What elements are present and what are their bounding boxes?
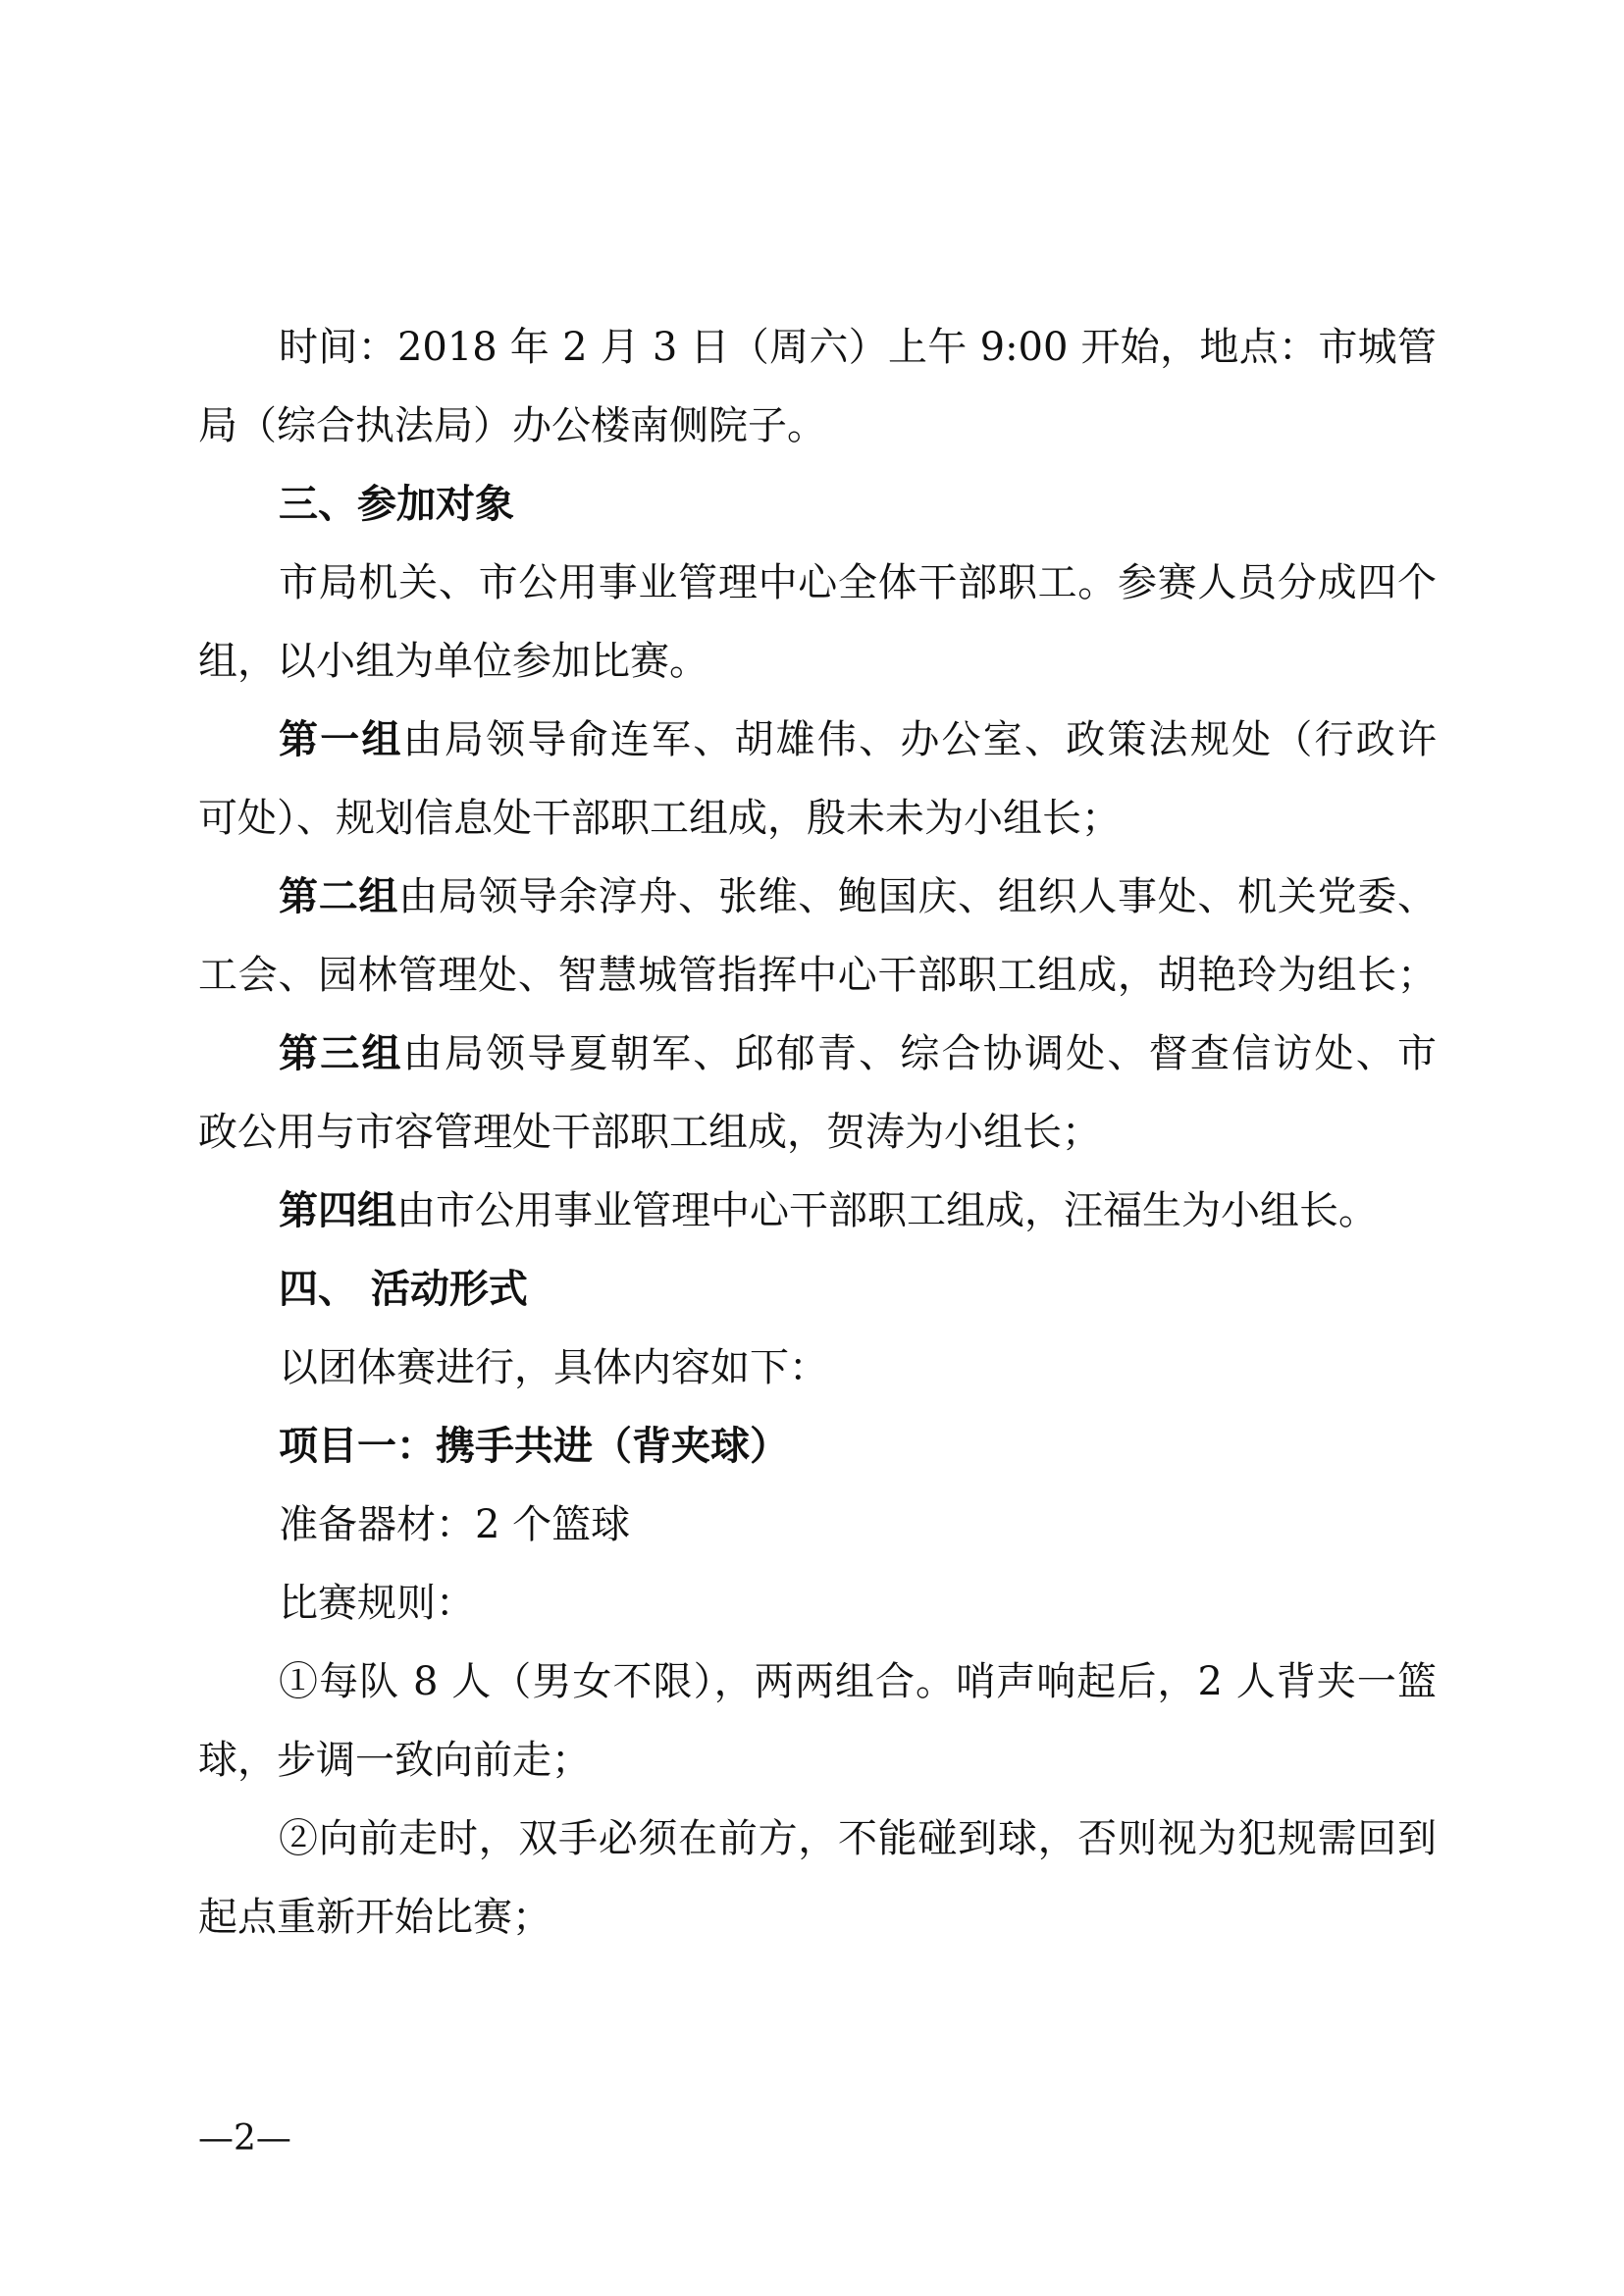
time-place-line-2: 局（综合执法局）办公楼南侧院子。 bbox=[198, 403, 826, 448]
equipment-line: 准备器材：2 个篮球 bbox=[279, 1502, 631, 1547]
group-4-line-1 bbox=[279, 1185, 1554, 1236]
group-4-label: 第四组 bbox=[279, 1187, 396, 1233]
group-3-text: 由局领导夏朝军、邱郁青、综合协调处、督查信访处、市 bbox=[402, 1031, 1438, 1076]
group-1-text: 由局领导俞连军、胡雄伟、办公室、政策法规处（行政许 bbox=[402, 717, 1438, 762]
participants-line-2: 组，以小组为单位参加比赛。 bbox=[198, 639, 708, 684]
rules-label: 比赛规则： bbox=[279, 1581, 475, 1626]
group-3-line-1 bbox=[279, 1028, 1554, 1079]
group-3-line-2: 政公用与市容管理处干部职工组成，贺涛为小组长； bbox=[198, 1110, 1101, 1155]
team-format-line: 以团体赛进行，具体内容如下： bbox=[279, 1345, 828, 1390]
rule-1-line-1: ①每队 8 人（男女不限），两两组合。哨声响起后，2 人背夹一篮 bbox=[279, 1659, 1437, 1704]
section-4-heading: 四、 活动形式 bbox=[279, 1266, 528, 1312]
group-2-text: 由局领导余淳舟、张维、鲍国庆、组织人事处、机关党委、 bbox=[398, 874, 1438, 919]
rule-2-line-1: ②向前走时，双手必须在前方，不能碰到球，否则视为犯规需回到 bbox=[279, 1816, 1437, 1861]
group-2-line-2: 工会、园林管理处、智慧城管指挥中心干部职工组成，胡艳玲为组长； bbox=[198, 953, 1437, 998]
group-1-line-2: 可处）、规划信息处干部职工组成，殷未未为小组长； bbox=[198, 796, 1121, 841]
group-3-label: 第三组 bbox=[279, 1030, 403, 1076]
rule-2-line-2: 起点重新开始比赛； bbox=[198, 1895, 551, 1940]
page-number: —2— bbox=[198, 2118, 291, 2159]
rule-1-line-2: 球，步调一致向前走； bbox=[198, 1738, 591, 1783]
item-1-heading: 项目一：携手共进（背夹球） bbox=[279, 1423, 789, 1469]
group-1-label: 第一组 bbox=[279, 716, 403, 762]
section-3-heading: 三、参加对象 bbox=[279, 481, 514, 527]
group-4-text: 由市公用事业管理中心干部职工组成，汪福生为小组长。 bbox=[396, 1188, 1378, 1233]
group-1-line-1 bbox=[279, 714, 1554, 765]
time-place-line-1: 时间：2018 年 2 月 3 日（周六）上午 9:00 开始，地点：市城管 bbox=[279, 325, 1437, 370]
participants-line-1: 市局机关、市公用事业管理中心全体干部职工。参赛人员分成四个 bbox=[279, 560, 1437, 605]
group-2-label: 第二组 bbox=[279, 873, 399, 919]
group-2-line-1 bbox=[279, 871, 1554, 922]
